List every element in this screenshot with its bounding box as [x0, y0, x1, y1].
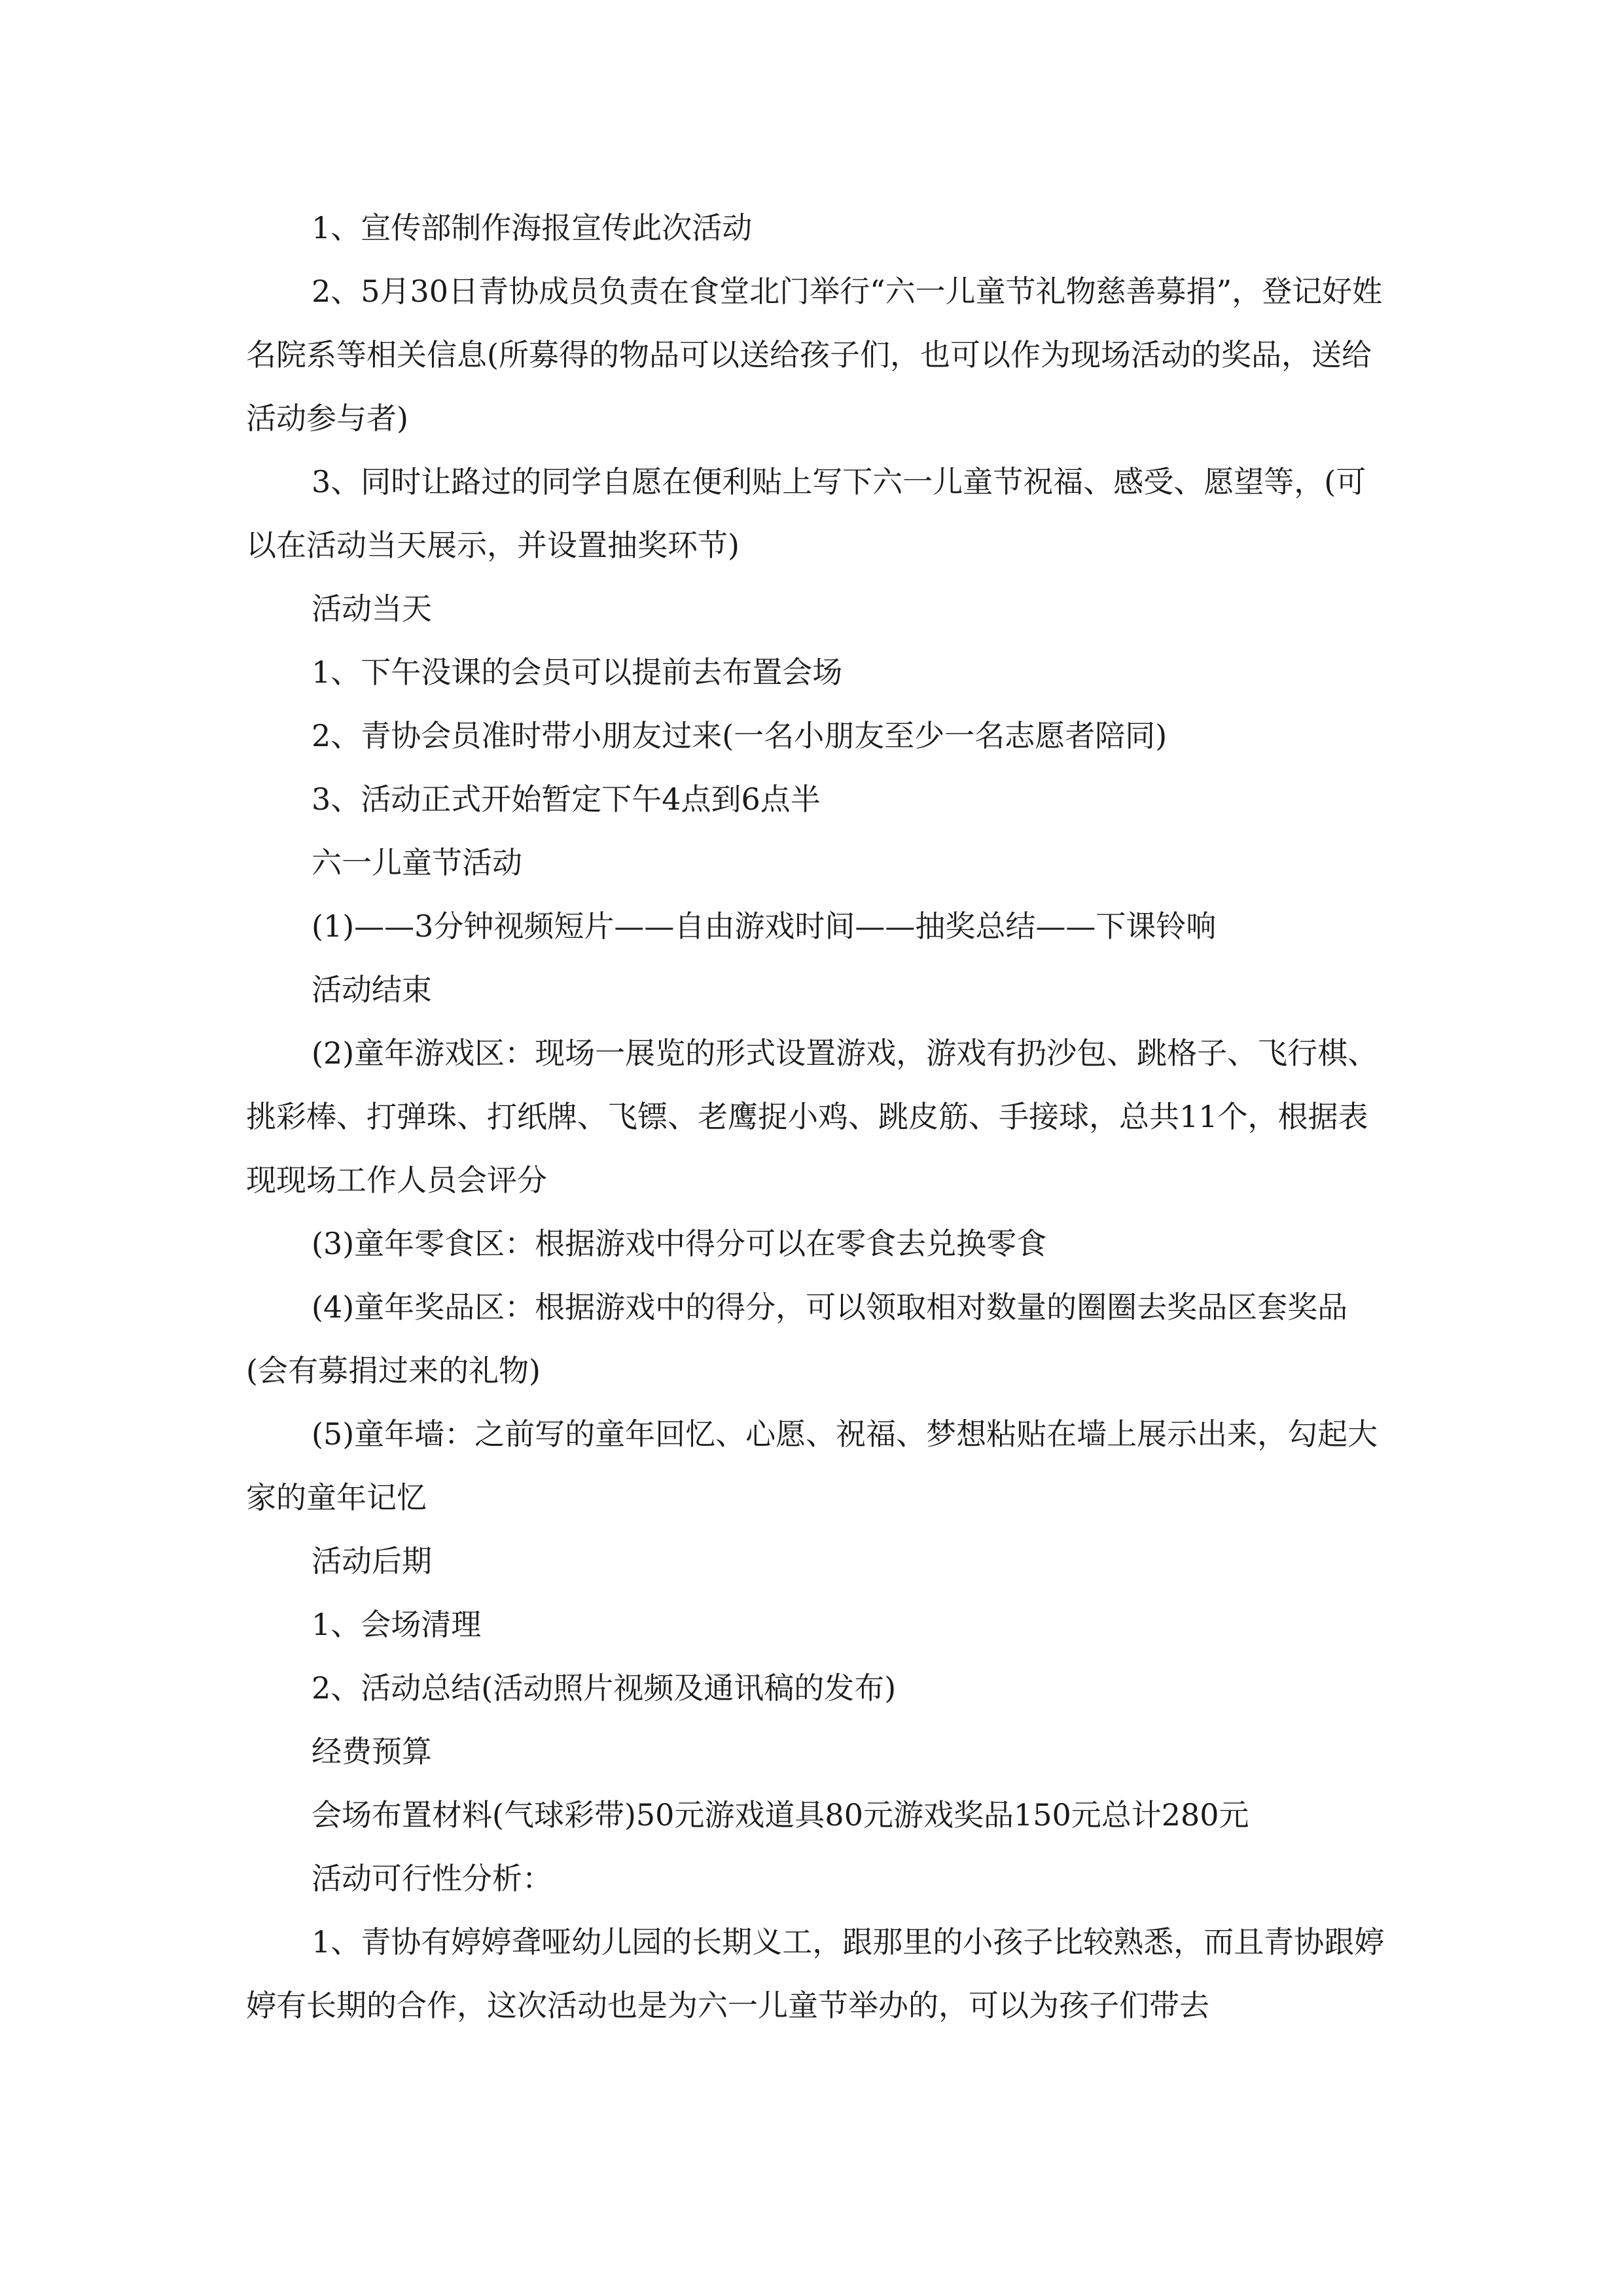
heading-event-day: 活动当天: [312, 591, 432, 626]
paragraph-summary: 2、活动总结(活动照片视频及通讯稿的发布): [312, 1670, 897, 1706]
document-body: [246, 196, 1385, 2037]
heading-budget: 经费预算: [312, 1734, 432, 1769]
paragraph-promotion: 1、宣传部制作海报宣传此次活动: [312, 210, 753, 245]
paragraph-game-zone: (2)童年游戏区：现场一展览的形式设置游戏，游戏有扔沙包、跳格子、飞行棋、挑彩棒、打弹珠、打纸牌、飞镖、老鹰捉小鸡、跳皮筋、手接球，总共11个，根据表现现场工作人员会评分: [246, 1035, 1378, 1198]
paragraph-prize-zone: (4)童年奖品区：根据游戏中的得分，可以领取相对数量的圈圈去奖品区套奖品(会有募捐过来的礼物): [246, 1289, 1348, 1388]
heading-activity-end: 活动结束: [312, 972, 432, 1007]
paragraph-escort: 2、青协会员准时带小朋友过来(一名小朋友至少一名志愿者陪同): [312, 718, 1168, 753]
paragraph-sticky-notes: 3、同时让路过的同学自愿在便利贴上写下六一儿童节祝福、感受、愿望等，(可以在活动当天展示，并设置抽奖环节): [246, 464, 1366, 563]
paragraph-cleanup: 1、会场清理: [312, 1607, 482, 1642]
paragraph-program-flow: (1)——3分钟视频短片——自由游戏时间——抽奖总结——下课铃响: [312, 908, 1217, 944]
paragraph-childhood-wall: (5)童年墙：之前写的童年回忆、心愿、祝福、梦想粘贴在墙上展示出来，勾起大家的童年记忆: [246, 1416, 1378, 1515]
heading-post-event: 活动后期: [312, 1543, 432, 1579]
heading-childrens-day-activity: 六一儿童节活动: [312, 845, 522, 880]
paragraph-donation: 2、5月30日青协成员负责在食堂北门举行“六一儿童节礼物慈善募捐”，登记好姓名院系等相关信息(所募得的物品可以送给孩子们，也可以作为现场活动的奖品，送给活动参与者): [246, 274, 1383, 436]
paragraph-feasibility-1: 1、青协有婷婷聋哑幼儿园的长期义工，跟那里的小孩子比较熟悉，而且青协跟婷婷有长期的合作，这次活动也是为六一儿童节举办的，可以为孩子们带去: [246, 1924, 1385, 2023]
heading-feasibility: 活动可行性分析：: [312, 1861, 552, 1896]
paragraph-snack-zone: (3)童年零食区：根据游戏中得分可以在零食去兑换零食: [312, 1226, 1047, 1261]
paragraph-budget-details: 会场布置材料(气球彩带)50元游戏道具80元游戏奖品150元总计280元: [312, 1797, 1249, 1833]
paragraph-schedule: 3、活动正式开始暂定下午4点到6点半: [312, 781, 821, 817]
paragraph-setup: 1、下午没课的会员可以提前去布置会场: [312, 655, 843, 690]
